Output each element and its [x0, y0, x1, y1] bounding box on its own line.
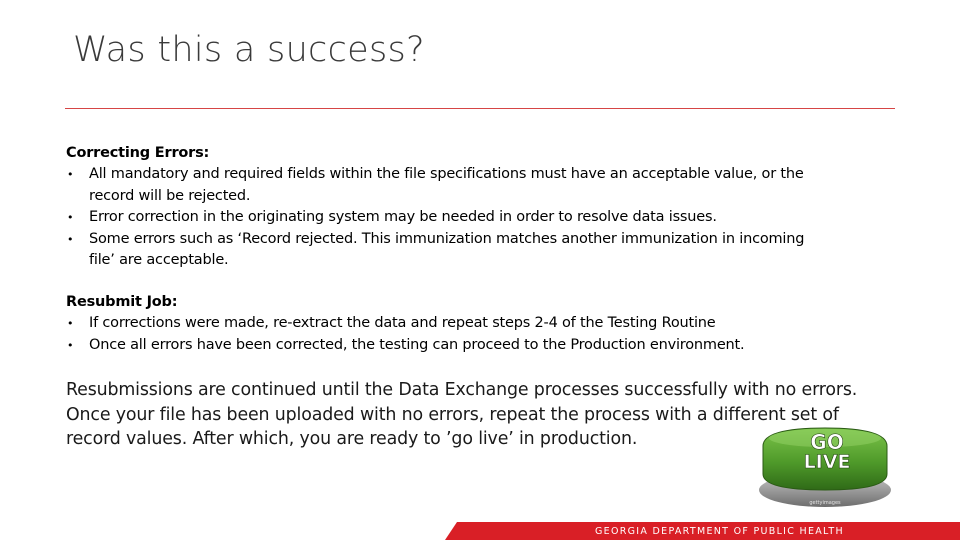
- bullet-icon: •: [67, 317, 74, 330]
- slide-title: Was this a success?: [73, 30, 425, 70]
- correcting-errors-heading: Correcting Errors:: [66, 145, 210, 161]
- list-item: [66, 229, 896, 272]
- list-item-line: Some errors such as ‘Record rejected. This immunization matches another immunization in incoming: [89, 230, 805, 247]
- resubmit-job-heading: Resubmit Job:: [66, 294, 178, 310]
- list-item-line: Error correction in the originating system may be needed in order to resolve data issues.: [89, 209, 717, 225]
- list-item-line: record will be rejected.: [89, 187, 251, 204]
- list-item-line: Once all errors have been corrected, the testing can proceed to the Production environment.: [89, 336, 745, 353]
- bullet-icon: •: [67, 211, 74, 224]
- resubmit-job-section: [66, 291, 896, 356]
- list-item: [66, 313, 896, 335]
- go-label: GO: [810, 430, 844, 454]
- summary-line: Resubmissions are continued until the Data Exchange processes successfully with no errors.: [66, 380, 858, 400]
- title-divider: [65, 108, 895, 109]
- live-label: LIVE: [803, 451, 851, 473]
- correcting-errors-section: [66, 142, 896, 272]
- list-item: [66, 207, 896, 229]
- correcting-errors-list: [66, 164, 896, 272]
- watermark-text: gettyimages: [809, 500, 841, 506]
- list-item: [66, 335, 896, 357]
- bullet-icon: •: [67, 338, 74, 352]
- bullet-icon: •: [67, 168, 74, 181]
- bullet-icon: •: [67, 232, 74, 246]
- footer-organization-name: GEORGIA DEPARTMENT OF PUBLIC HEALTH: [595, 526, 844, 537]
- summary-line: Once your file has been uploaded with no errors, repeat the process with a different set of: [66, 404, 839, 425]
- summary-line: record values. After which, you are ready to ’go live’ in production.: [66, 429, 638, 449]
- list-item-line: If corrections were made, re-extract the data and repeat steps 2-4 of the Testing Routine: [89, 315, 716, 331]
- list-item: [66, 164, 896, 207]
- list-item-line: All mandatory and required fields within the file specifications must have an acceptable value, or the: [89, 166, 804, 182]
- resubmit-job-list: [66, 313, 896, 356]
- list-item-line: file’ are acceptable.: [89, 252, 229, 268]
- go-live-button-image: [755, 424, 895, 508]
